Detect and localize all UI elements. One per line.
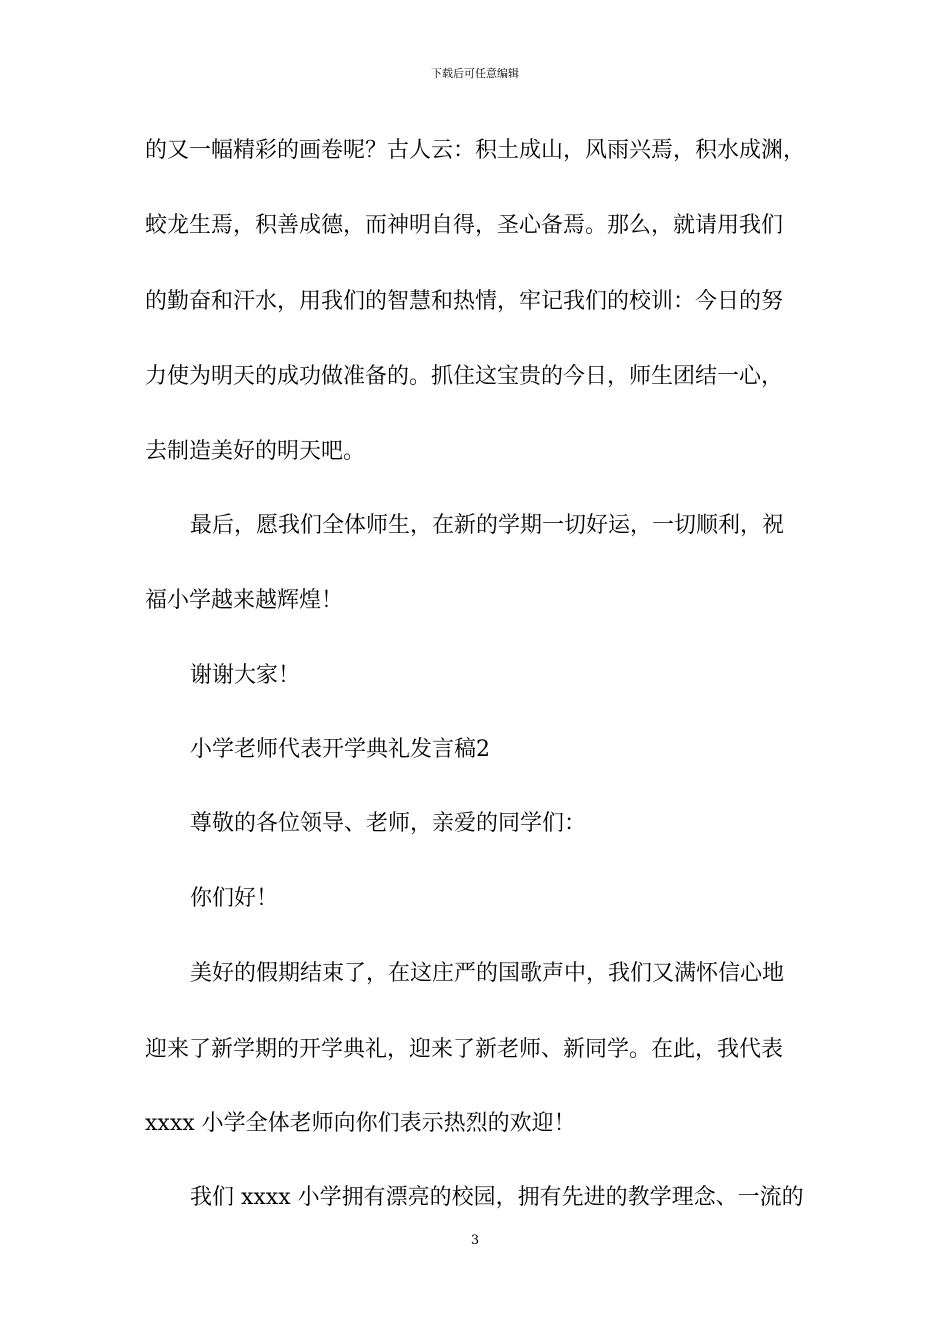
body-line: xxxx 小学全体老师向你们表示热烈的欢迎！ [145, 1111, 576, 1136]
body-line: 尊敬的各位领导、老师，亲爱的同学们： [190, 811, 587, 836]
body-line: 你们好！ [190, 886, 279, 911]
page-number: 3 [470, 1233, 480, 1248]
body-line: 迎来了新学期的开学典礼，迎来了新老师、新同学。在此，我代表 [145, 1037, 784, 1062]
section-title: 小学老师代表开学典礼发言稿2 [190, 737, 490, 762]
body-line: 谢谢大家！ [190, 663, 301, 688]
body-line: 我们 xxxx 小学拥有漂亮的校园，拥有先进的教学理念、一流的 [190, 1185, 804, 1210]
body-line: 蛟龙生焉，积善成德，而神明自得，圣心备焉。那么，就请用我们 [145, 213, 784, 238]
body-line: 美好的假期结束了，在这庄严的国歌声中，我们又满怀信心地 [190, 961, 785, 986]
body-line: 最后，愿我们全体师生，在新的学期一切好运，一切顺利，祝 [190, 513, 785, 538]
body-line: 福小学越来越辉煌！ [145, 588, 344, 613]
body-line: 力使为明天的成功做准备的。抓住这宝贵的今日，师生团结一心， [145, 364, 784, 389]
body-line: 的勤奋和汗水，用我们的智慧和热情，牢记我们的校训：今日的努 [145, 289, 784, 314]
page-header: 下载后可任意编辑 [431, 67, 519, 80]
body-line: 去制造美好的明天吧。 [145, 439, 366, 464]
body-line: 的又一幅精彩的画卷呢？古人云：积土成山，风雨兴焉，积水成渊， [145, 138, 806, 163]
